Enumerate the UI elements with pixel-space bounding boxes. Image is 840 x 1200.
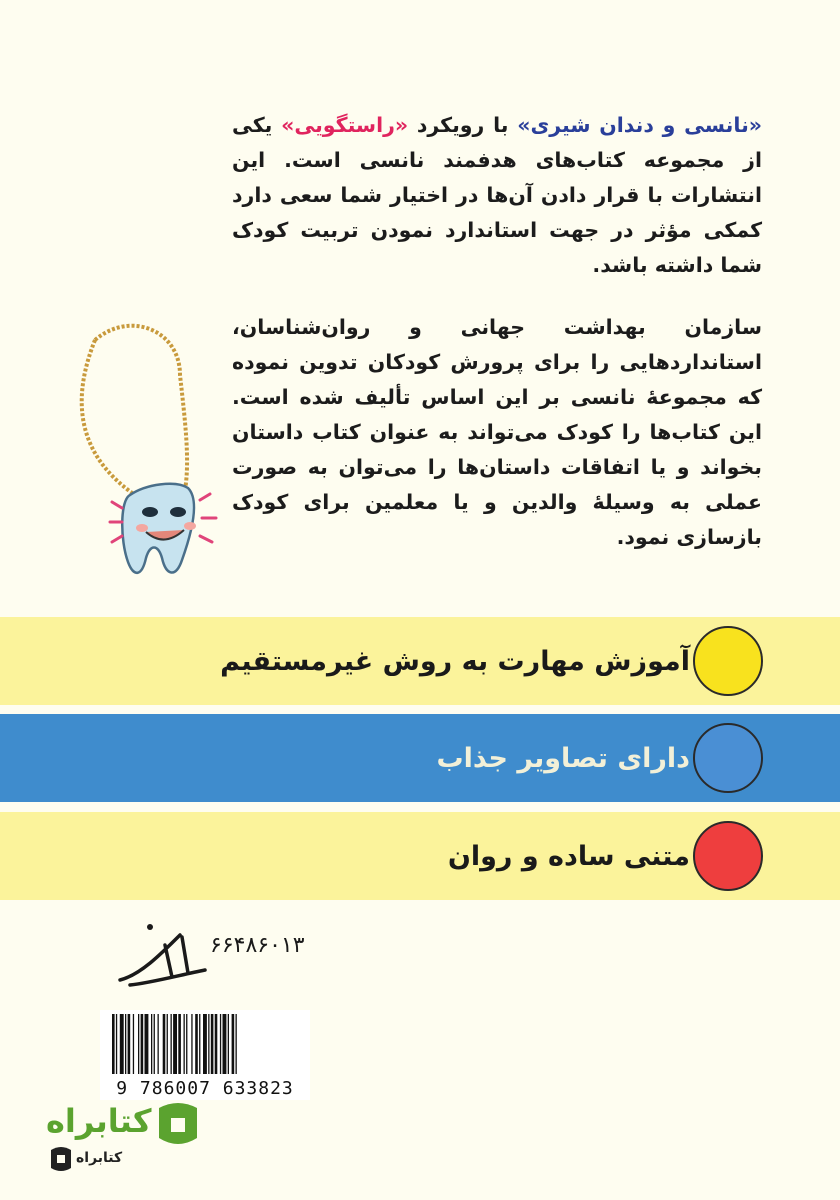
barcode-bar [184, 1014, 185, 1074]
floss-string-left [82, 340, 135, 495]
feature-band-skill [0, 617, 840, 705]
barcode-bar [112, 1014, 115, 1074]
feature-band-simple-text [0, 812, 840, 900]
barcode-bar [158, 1014, 159, 1074]
floss-string-right [95, 326, 187, 490]
watermark-main-text: کتابراه [46, 1102, 152, 1140]
yellow-circle-icon [693, 626, 763, 696]
barcode-bar [120, 1014, 124, 1074]
feature-label: دارای تصاویر جذاب [436, 742, 690, 774]
tooth-sparkle-right [200, 494, 216, 542]
barcode-bar [199, 1014, 200, 1074]
tooth-eye-right [170, 507, 186, 517]
barcode-bar [203, 1014, 207, 1074]
barcode-bar [215, 1014, 218, 1074]
barcode-bar [167, 1014, 168, 1074]
tooth-sparkle-left [110, 502, 122, 542]
barcode-bar [223, 1014, 227, 1074]
intro-rest: یکی از مجموعه کتاب‌های هدفمند نانسی است. این انتشارات با قرار دادن آن‌ها در اختیار شما سعی دارد کمکی مؤثر در جهت استاندارد نمودن تربیت کودک شما داشته باشد. [232, 113, 762, 277]
publisher-logo [110, 915, 210, 995]
tooth-character-illustration [50, 300, 260, 600]
barcode-bar [228, 1014, 229, 1074]
barcode-bar [173, 1014, 177, 1074]
approach-highlight: «راستگویی» [281, 113, 409, 137]
blue-circle-icon [693, 723, 763, 793]
isbn-barcode [100, 1010, 310, 1100]
barcode-bars [100, 1010, 310, 1078]
barcode-bar [141, 1014, 144, 1074]
tooth-eye-left [142, 507, 158, 517]
red-circle-icon [693, 821, 763, 891]
barcode-bar [138, 1014, 139, 1074]
barcode-bar [232, 1014, 235, 1074]
barcode-bar [195, 1014, 198, 1074]
barcode-bar [211, 1014, 214, 1074]
barcode-bar [151, 1014, 152, 1074]
publisher-logo-mark [110, 915, 210, 995]
tooth-body [122, 484, 194, 573]
barcode-bar [125, 1014, 126, 1074]
body-paragraph: سازمان بهداشت جهانی و روان‌شناسان، استانداردهایی را برای پرورش کودکان تدوین نموده که مجموعهٔ نانسی بر این اساس تألیف شده است. این کتاب‌ها را کودک می‌تواند به عنوان کتاب داستان بخواند و یا اتفاقات داستان‌ها را می‌توان به صورت عملی به وسیلهٔ والدین و یا معلمین برای کودک بازسازی نمود. [232, 315, 762, 549]
barcode-bar [163, 1014, 166, 1074]
tooth-cheek-left [136, 524, 148, 532]
feature-band-pictures [0, 714, 840, 802]
intro-paragraph [232, 108, 762, 283]
kitabrah-watermark [38, 1092, 228, 1187]
feature-label: متنی ساده و روان [447, 840, 690, 872]
publisher-area [110, 915, 310, 995]
barcode-bar [154, 1014, 155, 1074]
watermark-sub-text: کتابراه [76, 1150, 123, 1166]
barcode-bar [191, 1014, 192, 1074]
barcode-bar [220, 1014, 221, 1074]
kitabrah-small-icon [48, 1144, 74, 1174]
book-title-highlight: «نانسی و دندان شیری» [517, 113, 763, 137]
barcode-bar [186, 1014, 187, 1074]
isbn-number: 9 786007 633823 [116, 1078, 294, 1099]
intro-connector: با رویکرد [408, 113, 518, 137]
tooth-cheek-right [184, 522, 196, 530]
publisher-phone: ۶۶۴۸۶۰۱۳ [210, 933, 305, 958]
feature-label: آموزش مهارت به روش غیرمستقیم [220, 645, 690, 677]
barcode-bar [236, 1014, 237, 1074]
barcode-bar [133, 1014, 134, 1074]
barcode-bar [208, 1014, 209, 1074]
kitabrah-logo-icon [153, 1098, 203, 1150]
barcode-bar [171, 1014, 172, 1074]
barcode-bar [128, 1014, 131, 1074]
barcode-bar [116, 1014, 117, 1074]
barcode-bar [145, 1014, 149, 1074]
barcode-bar [178, 1014, 181, 1074]
